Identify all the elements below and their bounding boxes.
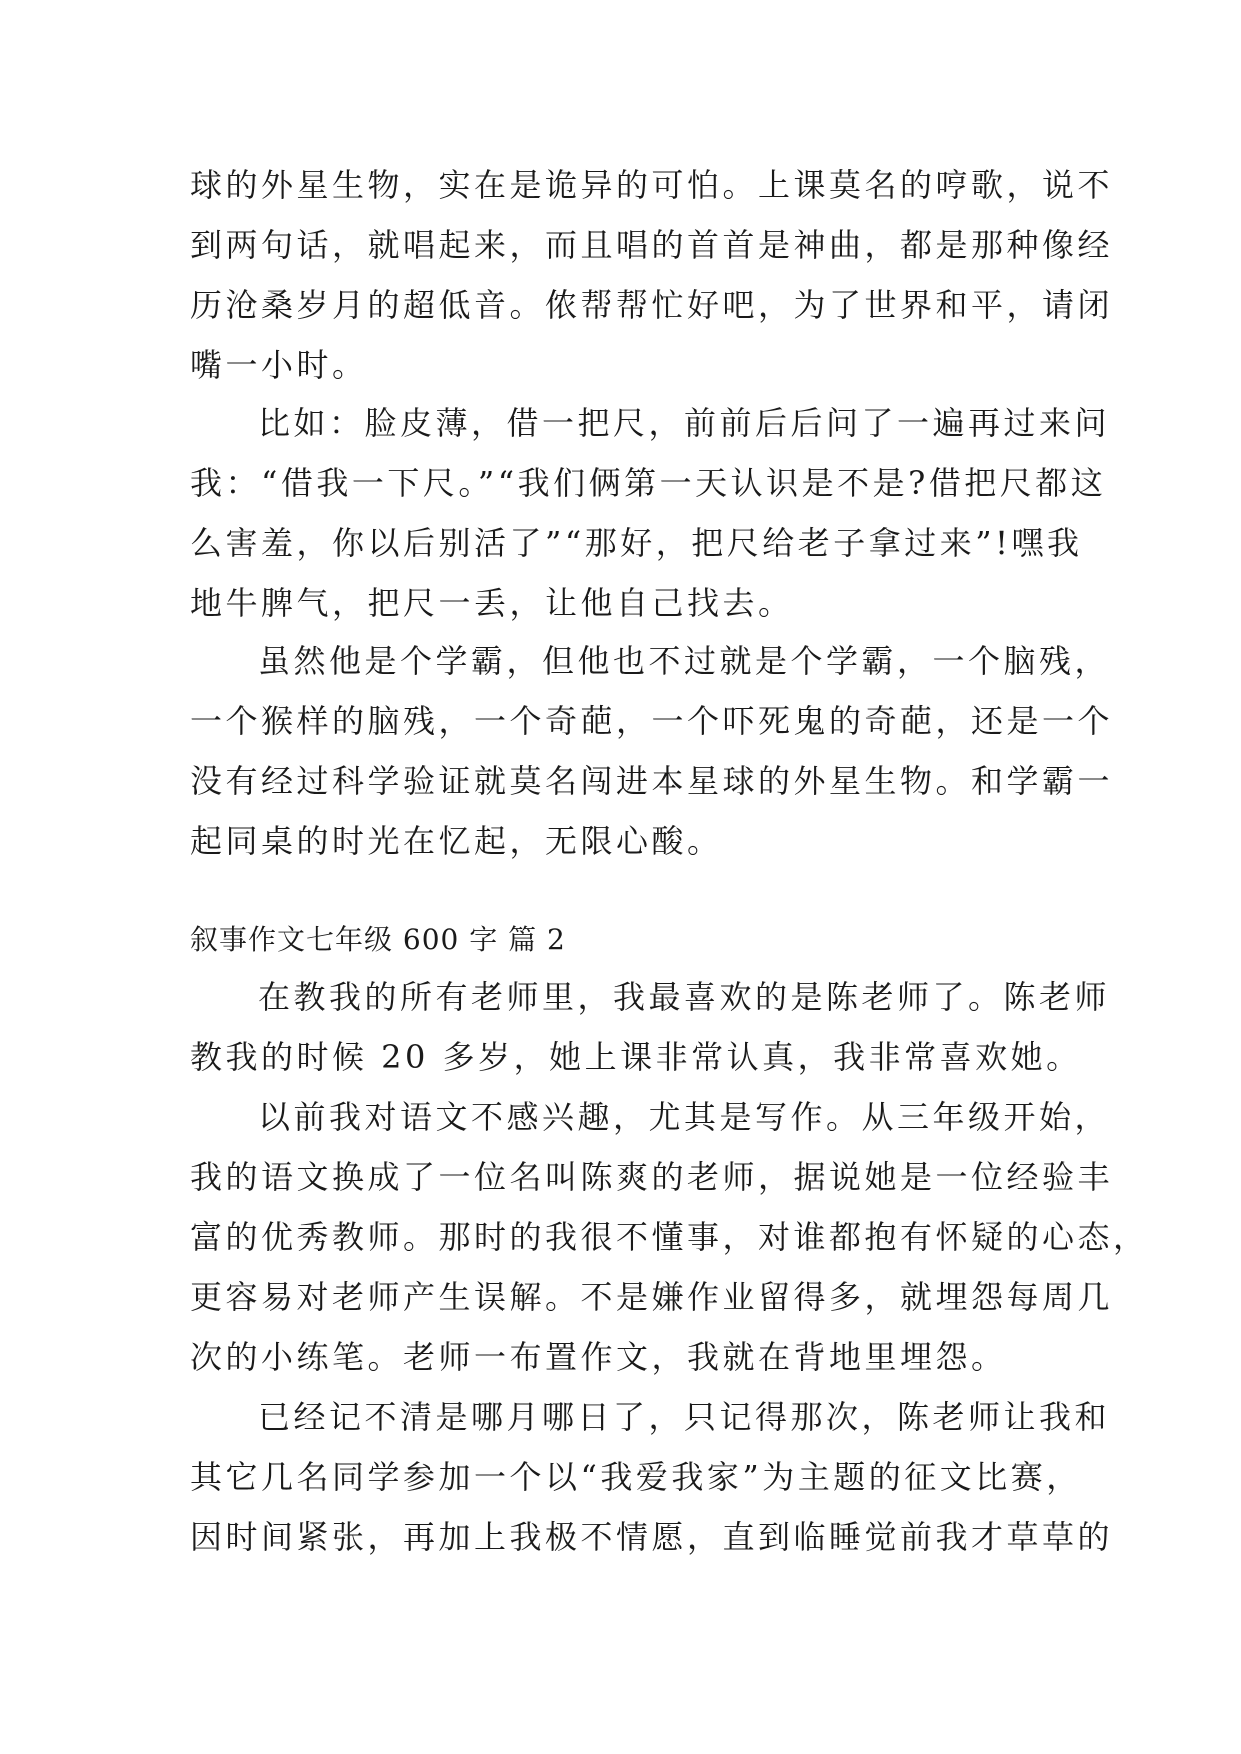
text-line: 到两句话，就唱起来，而且唱的首首是神曲，都是那种像经 <box>190 226 1114 264</box>
text-line: 比如：脸皮薄，借一把尺，前前后后问了一遍再过来问 <box>258 404 1111 442</box>
text-line: 其它几名同学参加一个以“我爱我家”为主题的征文比赛， <box>190 1458 1082 1496</box>
text-line: 富的优秀教师。那时的我很不懂事，对谁都抱有怀疑的心态， <box>190 1218 1149 1256</box>
text-line: 在教我的所有老师里，我最喜欢的是陈老师了。陈老师 <box>258 978 1111 1016</box>
section-heading: 叙事作文七年级 600 字 篇 2 <box>190 923 566 956</box>
text-line: 一个猴样的脑残，一个奇葩，一个吓死鬼的奇葩，还是一个 <box>190 702 1114 740</box>
text-line: 次的小练笔。老师一布置作文，我就在背地里埋怨。 <box>190 1338 1007 1376</box>
text-line: 起同桌的时光在忆起，无限心酸。 <box>190 822 723 860</box>
text-line: 我的语文换成了一位名叫陈爽的老师，据说她是一位经验丰 <box>190 1158 1114 1196</box>
text-line: 嘴一小时。 <box>190 346 368 384</box>
text-line: 没有经过科学验证就莫名闯进本星球的外星生物。和学霸一 <box>190 762 1114 800</box>
text-line: 更容易对老师产生误解。不是嫌作业留得多，就埋怨每周几 <box>190 1278 1114 1316</box>
text-line: 历沧桑岁月的超低音。侬帮帮忙好吧，为了世界和平，请闭 <box>190 286 1114 324</box>
text-line: 我：“借我一下尺。”“我们俩第一天认识是不是?借把尺都这 <box>190 464 1107 502</box>
text-line: 已经记不清是哪月哪日了，只记得那次，陈老师让我和 <box>258 1398 1111 1436</box>
text-line: 球的外星生物，实在是诡异的可怕。上课莫名的哼歌，说不 <box>190 166 1114 204</box>
text-line: 因时间紧张，再加上我极不情愿，直到临睡觉前我才草草的 <box>190 1518 1114 1556</box>
text-line: 地牛脾气，把尺一丢，让他自己找去。 <box>190 584 794 622</box>
text-line: 教我的时候 20 多岁，她上课非常认真，我非常喜欢她。 <box>190 1038 1082 1076</box>
text-line: 以前我对语文不感兴趣，尤其是写作。从三年级开始， <box>258 1098 1111 1136</box>
text-line: 虽然他是个学霸，但他也不过就是个学霸，一个脑残， <box>258 642 1111 680</box>
text-line: 么害羞，你以后别活了”“那好，把尺给老子拿过来”!嘿我 <box>190 524 1083 562</box>
